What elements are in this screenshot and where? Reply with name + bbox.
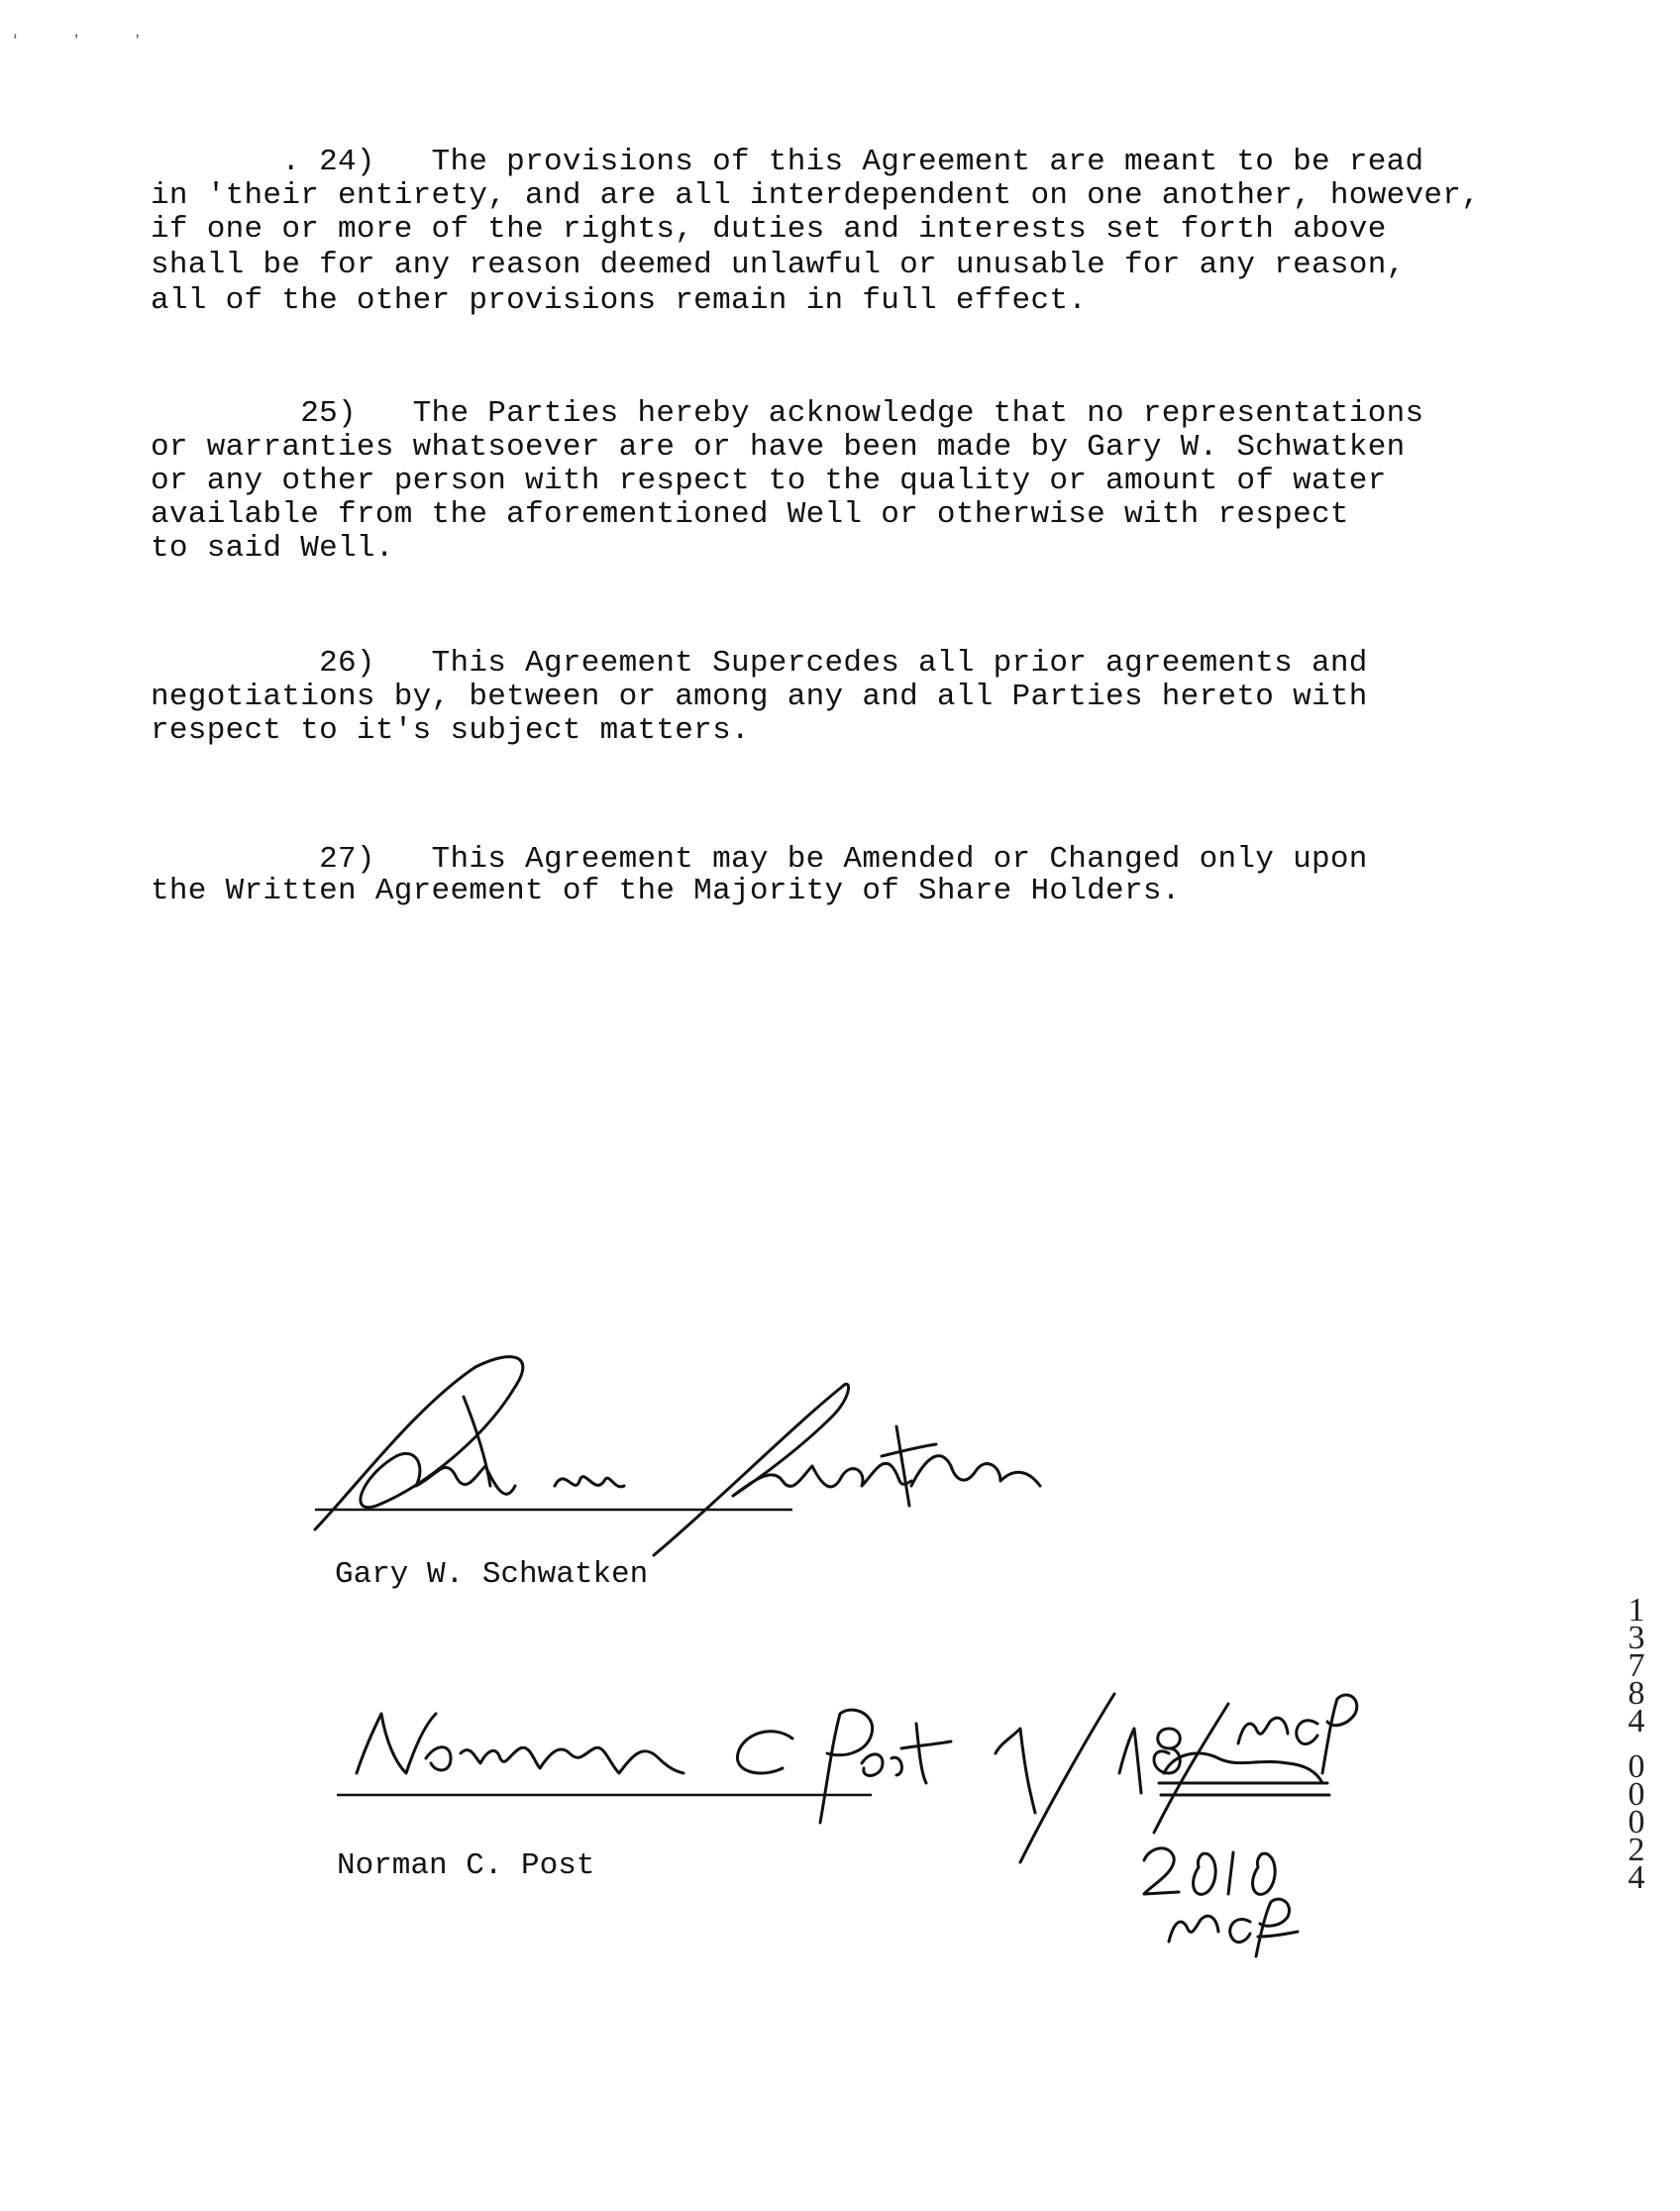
bates-char: 2: [1628, 1832, 1645, 1868]
p26-line-2: negotiations by, between or among any and all Parties hereto with: [151, 680, 1368, 714]
bates-char: 4: [1628, 1859, 1645, 1896]
printed-name-norman: Norman C. Post: [337, 1848, 595, 1883]
bates-char: 7: [1628, 1647, 1645, 1684]
p24-line-4: shall be for any reason deemed unlawful or unusable for any reason,: [151, 248, 1406, 282]
handwritten-year: [1144, 1848, 1275, 1895]
p25-line-5: to said Well.: [151, 531, 394, 566]
p24-line-3: if one or more of the rights, duties and interests set forth above: [151, 212, 1387, 247]
scan-artifacts: ʻ ʼ ʼ: [10, 34, 163, 53]
bates-char: 0: [1628, 1776, 1645, 1813]
p25-line-1: 25) The Parties hereby acknowledge that no representations: [151, 396, 1424, 431]
bates-char: 3: [1628, 1620, 1645, 1656]
p26-line-1: 26) This Agreement Supercedes all prior agreements and: [151, 646, 1368, 681]
bates-char: 0: [1628, 1748, 1645, 1785]
p27-line-1: 27) This Agreement may be Amended or Changed only upon: [151, 842, 1368, 877]
handwritten-initials-bottom: [1169, 1899, 1298, 1956]
p25-line-2: or warranties whatsoever are or have been made by Gary W. Schwatken: [151, 430, 1406, 465]
p27-line-2: the Written Agreement of the Majority of Share Holders.: [151, 874, 1181, 908]
printed-name-gary: Gary W. Schwatken: [335, 1557, 649, 1592]
p24-line-5: all of the other provisions remain in full effect.: [151, 283, 1088, 318]
p25-line-3: or any other person with respect to the quality or amount of water: [151, 464, 1387, 498]
bates-char: 4: [1628, 1703, 1645, 1739]
bates-char: 8: [1628, 1675, 1645, 1712]
p25-line-4: available from the aforementioned Well or otherwise with respect: [151, 497, 1349, 532]
p24-line-2: in 'their entirety, and are all interdependent on one another, however,: [151, 178, 1481, 213]
signature-norman: [357, 1710, 951, 1823]
p24-line-1: . 24) The provisions of this Agreement are meant to be read: [151, 145, 1424, 179]
bates-char: 1: [1628, 1592, 1645, 1629]
bates-char: 0: [1628, 1804, 1645, 1841]
signature-gary: [315, 1357, 1040, 1555]
bates-stamp: [1617, 1592, 1656, 1896]
p26-line-3: respect to it's subject matters.: [151, 713, 750, 748]
